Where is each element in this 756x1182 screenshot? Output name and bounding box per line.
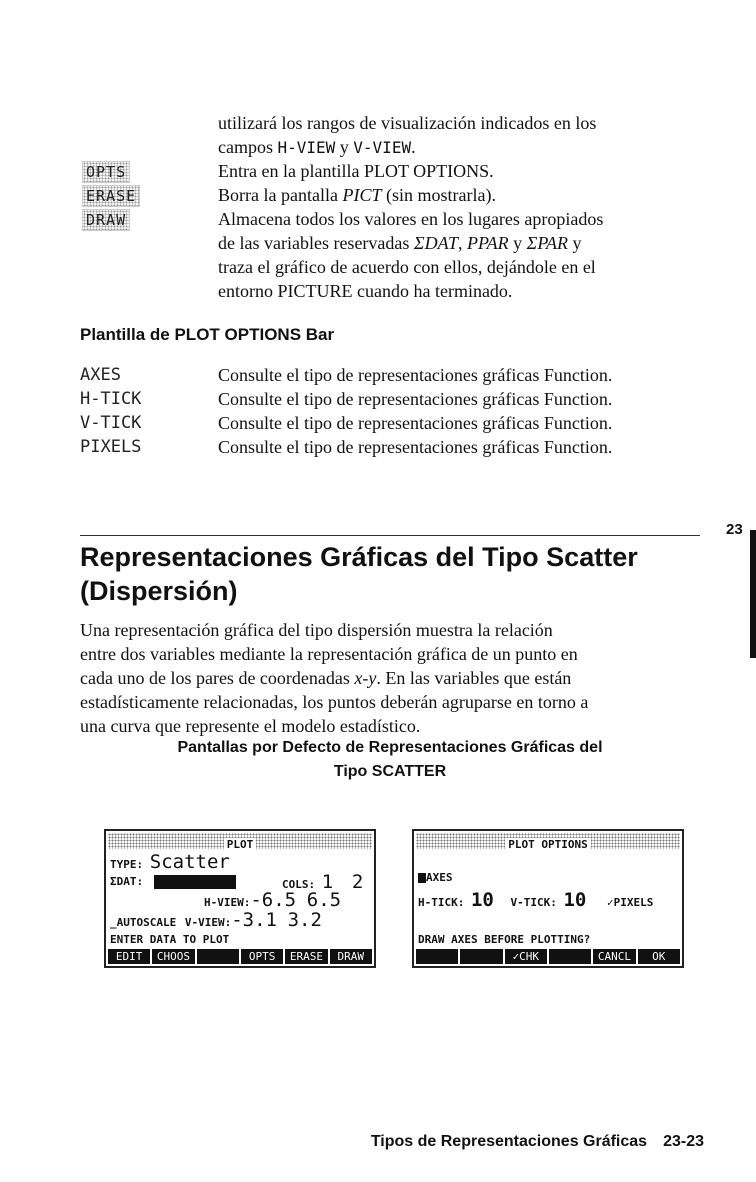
type-label: TYPE: [110, 858, 144, 871]
section-title [80, 540, 700, 608]
type-value[interactable]: Scatter [149, 851, 230, 873]
plot-option-axes [80, 363, 720, 387]
page-footer [300, 1133, 704, 1151]
sdat-row [110, 875, 236, 889]
definition-opts-text: Entra en la plantilla PLOT OPTIONS. [218, 161, 494, 181]
axes-row [418, 871, 453, 884]
opts-softkey: OPTS [82, 161, 130, 183]
paragraph-line-5: una curva que represente el modelo estadístico. [80, 716, 421, 736]
plot-option-pixels [80, 435, 720, 459]
cols-label: COLS: [282, 878, 316, 891]
intro-line-1: utilizará los rangos de visualización indicados en los [218, 113, 597, 133]
plot-screen-hint: ENTER DATA TO PLOT [110, 933, 230, 946]
intro-period: . [411, 137, 416, 157]
vtick-key: V-TICK [80, 413, 142, 433]
plot-options-screen [412, 829, 684, 968]
definition-erase-text: Borra la pantalla PICT (sin mostrarla). [218, 185, 496, 205]
axes-text: Consulte el tipo de representaciones gráficas Function. [218, 365, 613, 385]
htick-label: H-TICK: [418, 896, 465, 909]
options-menu-blank-1[interactable] [416, 949, 458, 964]
plot-option-vtick [80, 411, 720, 435]
menu-opts[interactable]: OPTS [241, 949, 283, 964]
paragraph-line-4: estadísticamente relacionadas, los puntos deberán agruparse en torno a [80, 692, 589, 712]
hview-row [204, 889, 341, 911]
vtick-value[interactable]: 10 [563, 889, 587, 911]
intro-and: y [335, 137, 354, 157]
type-row [110, 851, 230, 873]
options-menu-cancel[interactable]: CANCL [593, 949, 635, 964]
options-menu-blank-2[interactable] [460, 949, 502, 964]
plot-options-title-bar [416, 833, 680, 849]
axes-checkbox[interactable] [418, 873, 426, 883]
section-paragraph [80, 618, 705, 738]
sdat-field[interactable] [154, 875, 236, 889]
vtick-label: V-TICK: [510, 896, 557, 909]
section-title-line-2: (Dispersión) [80, 576, 238, 606]
paragraph-line-2: entre dos variables mediante la representación gráfica de un punto en [80, 644, 578, 664]
options-menu-chk[interactable]: ✓CHK [505, 949, 547, 964]
vtick-text: Consulte el tipo de representaciones gráficas Function. [218, 413, 613, 433]
plot-option-htick [80, 387, 720, 411]
vview-field-name: V-VIEW [353, 138, 412, 157]
plot-options-hint: DRAW AXES BEFORE PLOTTING? [418, 933, 591, 946]
options-menu-ok[interactable]: OK [638, 949, 680, 964]
cols-x-value[interactable]: 1 [321, 871, 334, 893]
definition-draw [80, 207, 720, 303]
plot-options-menu [416, 949, 680, 964]
pixels-checkbox[interactable]: ✓PIXELS [607, 896, 654, 909]
vview-label: V-VIEW: [184, 916, 232, 929]
options-menu-blank-3[interactable] [549, 949, 591, 964]
menu-erase[interactable]: ERASE [285, 949, 327, 964]
vview-row [110, 909, 322, 931]
axes-label: AXES [426, 871, 453, 884]
menu-choos[interactable]: CHOOS [152, 949, 194, 964]
paragraph-line-3: cada uno de los pares de coordenadas x-y. En las variables que están [80, 668, 572, 688]
intro-line-2 [218, 135, 416, 160]
htick-text: Consulte el tipo de representaciones gráficas Function. [218, 389, 613, 409]
section-title-line-1: Representaciones Gráficas del Tipo Scatter [80, 542, 638, 572]
draw-line-3: traza el gráfico de acuerdo con ellos, dejándole en el [218, 257, 596, 277]
draw-softkey: DRAW [82, 209, 130, 231]
axes-key: AXES [80, 365, 121, 385]
pixels-key: PIXELS [80, 437, 142, 457]
plot-screen-title: PLOT [224, 838, 257, 851]
htick-key: H-TICK [80, 389, 142, 409]
menu-blank[interactable] [197, 949, 239, 964]
vview-min[interactable]: -3.1 [231, 909, 277, 931]
footer-title: Tipos de Representaciones Gráficas [370, 1133, 648, 1150]
hview-min[interactable]: -6.5 [250, 889, 297, 911]
menu-edit[interactable]: EDIT [108, 949, 150, 964]
figure-caption [100, 736, 680, 784]
ticks-row [418, 889, 653, 911]
caption-line-2: Tipo SCATTER [333, 763, 447, 780]
paragraph-line-1: Una representación gráfica del tipo dispersión muestra la relación [80, 620, 553, 640]
intro-line-2-pre: campos [218, 137, 278, 157]
htick-value[interactable]: 10 [470, 889, 494, 911]
chapter-number: 23 [726, 521, 743, 538]
plot-options-title: PLOT OPTIONS [505, 838, 590, 851]
plot-screen [104, 829, 376, 968]
erase-softkey: ERASE [82, 185, 140, 207]
plot-screen-title-bar [108, 833, 372, 849]
hview-max[interactable]: 6.5 [306, 889, 342, 911]
plot-options-heading: Plantilla de PLOT OPTIONS Bar [80, 325, 335, 344]
draw-line-2: de las variables reservadas ΣDAT, PPAR y ΣPAR y [218, 233, 582, 253]
sdat-label: ΣDAT: [110, 875, 144, 888]
chapter-thumb-tab [750, 530, 756, 658]
page-number: 23-23 [663, 1133, 704, 1150]
plot-screen-menu [108, 949, 372, 964]
definition-opts [80, 159, 720, 183]
definition-draw-text [218, 207, 698, 303]
draw-line-4: entorno PICTURE cuando ha terminado. [218, 281, 513, 301]
cols-y-value[interactable]: 2 [351, 871, 364, 893]
definition-erase [80, 183, 720, 207]
caption-line-1: Pantallas por Defecto de Representaciones Gráficas del [177, 739, 603, 756]
menu-draw[interactable]: DRAW [330, 949, 372, 964]
vview-max[interactable]: 3.2 [287, 909, 322, 931]
hview-label: H-VIEW: [204, 896, 251, 909]
hview-field-name: H-VIEW [277, 138, 336, 157]
draw-line-1: Almacena todos los valores en los lugares apropiados [218, 209, 604, 229]
autoscale-checkbox[interactable]: _AUTOSCALE [110, 916, 177, 929]
section-divider [80, 535, 700, 536]
pixels-text: Consulte el tipo de representaciones gráficas Function. [218, 437, 613, 457]
